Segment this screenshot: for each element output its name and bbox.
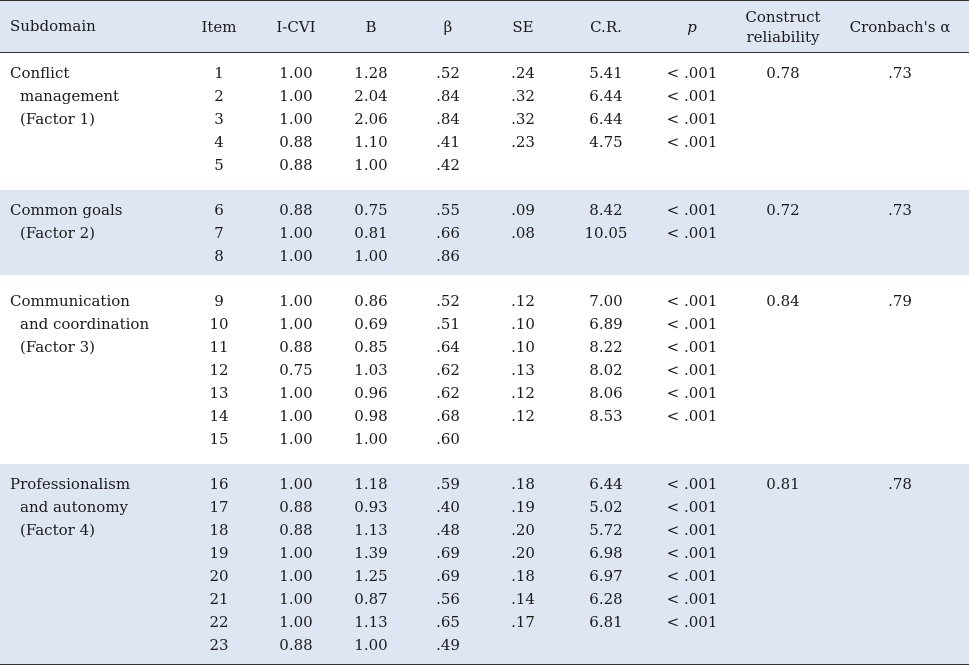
subdomain-line: (Factor 4) [20,521,95,539]
table-row [0,190,969,275]
col-item-cell [175,53,263,185]
p-value: < .001 [666,590,718,608]
p-value [649,154,735,177]
p-value: < .001 [666,407,718,425]
se-value: .23 [511,133,535,151]
icvi-value: 1.00 [279,613,313,631]
item-value: 4 [214,133,224,151]
item-value: 19 [209,544,229,562]
col-beta-cell [413,190,483,275]
header-construct-line2: reliability [746,27,820,46]
cr-value [563,428,649,451]
item-value: 21 [209,590,229,608]
item-value: 13 [209,384,229,402]
beta-value: .55 [436,201,460,219]
col-b-cell [329,190,413,275]
icvi-value: 1.00 [279,64,313,82]
col-b-cell [329,464,413,665]
header-cronbach-alpha: Cronbach's α [831,1,969,53]
icvi-value: 1.00 [279,407,313,425]
cronbach-alpha-cell [831,190,969,275]
subdomain-line: Conflict [10,64,70,82]
icvi-value: 1.00 [279,110,313,128]
icvi-value: 1.00 [279,315,313,333]
beta-value: .64 [436,338,460,356]
icvi-value: 0.75 [279,361,313,379]
se-value: .13 [511,361,535,379]
b-value: 1.28 [354,64,388,82]
beta-value: .66 [436,224,460,242]
subdomain-line: (Factor 3) [20,338,95,356]
cr-value: 8.42 [589,201,623,219]
col-p-cell [649,53,735,185]
cr-value [563,154,649,177]
beta-value: .84 [436,110,460,128]
b-value: 1.18 [354,475,388,493]
b-value: 1.03 [354,361,388,379]
cronbach-alpha-cell [831,281,969,458]
col-p-cell [649,281,735,458]
subdomain-line: (Factor 2) [20,224,95,242]
se-value: .20 [511,544,535,562]
b-value: 0.75 [354,201,388,219]
col-b-cell [329,281,413,458]
cr-value: 6.44 [589,87,623,105]
col-beta-cell [413,281,483,458]
p-value: < .001 [666,224,718,242]
b-value: 1.00 [354,247,388,265]
icvi-value: 0.88 [279,201,313,219]
b-value: 2.06 [354,110,388,128]
col-cr-cell [563,53,649,185]
item-value: 16 [209,475,229,493]
cr-value: 10.05 [584,224,628,242]
item-value: 1 [214,64,224,82]
se-value: .32 [511,110,535,128]
se-value: .14 [511,590,535,608]
se-value [483,428,563,451]
beta-value: .69 [436,544,460,562]
subdomain-line: (Factor 1) [20,110,95,128]
subdomain-cell [0,464,175,665]
item-value: 7 [214,224,224,242]
cr-value: 5.02 [589,498,623,516]
p-value: < .001 [666,110,718,128]
cronbach-alpha-value: .73 [888,64,912,82]
header-p: p [649,1,735,53]
cronbach-alpha-value: .79 [888,292,912,310]
b-value: 1.39 [354,544,388,562]
beta-value: .65 [436,613,460,631]
subdomain-line: Common goals [10,201,123,219]
col-icvi-cell [263,190,329,275]
p-value: < .001 [666,201,718,219]
col-beta-cell [413,53,483,185]
se-value: .12 [511,407,535,425]
subdomain-line: and coordination [20,315,150,333]
col-icvi-cell [263,464,329,665]
header-b: B [329,1,413,53]
icvi-value: 0.88 [279,521,313,539]
item-value: 15 [209,430,229,448]
construct-reliability-value: 0.84 [766,292,800,310]
p-value [649,428,735,451]
p-value: < .001 [666,521,718,539]
icvi-value: 1.00 [279,567,313,585]
beta-value: .60 [436,430,460,448]
cr-value: 6.97 [589,567,623,585]
beta-value: .52 [436,292,460,310]
icvi-value: 0.88 [279,156,313,174]
beta-value: .59 [436,475,460,493]
subdomain-cell [0,190,175,275]
p-value: < .001 [666,361,718,379]
p-value [649,245,735,268]
cr-value: 6.28 [589,590,623,608]
item-value: 9 [214,292,224,310]
se-value [483,154,563,177]
se-value [483,245,563,268]
col-se-cell [483,53,563,185]
construct-reliability-cell [735,53,831,185]
col-item-cell [175,281,263,458]
col-se-cell [483,190,563,275]
p-value: < .001 [666,338,718,356]
b-value: 1.25 [354,567,388,585]
subdomain-line: Professionalism [10,475,131,493]
icvi-value: 0.88 [279,338,313,356]
p-value: < .001 [666,133,718,151]
beta-value: .68 [436,407,460,425]
se-value: .20 [511,521,535,539]
cr-value: 8.02 [589,361,623,379]
cr-value [563,245,649,268]
b-value: 0.69 [354,315,388,333]
beta-value: .86 [436,247,460,265]
b-value: 2.04 [354,87,388,105]
b-value: 1.00 [354,156,388,174]
p-value: < .001 [666,384,718,402]
col-icvi-cell [263,53,329,185]
se-value: .10 [511,315,535,333]
beta-value: .49 [436,636,460,654]
col-beta-cell [413,464,483,665]
icvi-value: 1.00 [279,224,313,242]
cronbach-alpha-value: .78 [888,475,912,493]
beta-value: .48 [436,521,460,539]
icvi-value: 1.00 [279,384,313,402]
col-se-cell [483,464,563,665]
construct-reliability-cell [735,190,831,275]
cr-value [563,634,649,657]
b-value: 1.13 [354,521,388,539]
item-value: 10 [209,315,229,333]
header-icvi: I-CVI [263,1,329,53]
icvi-value: 1.00 [279,544,313,562]
header-row [0,1,969,53]
header-construct-reliability [735,1,831,53]
subdomain-line: Communication [10,292,130,310]
item-value: 11 [209,338,229,356]
beta-value: .56 [436,590,460,608]
item-value: 17 [209,498,229,516]
beta-value: .42 [436,156,460,174]
cr-value: 6.81 [589,613,623,631]
b-value: 0.86 [354,292,388,310]
header-construct-line1: Construct [745,7,821,26]
icvi-value: 1.00 [279,475,313,493]
item-value: 6 [214,201,224,219]
subdomain-line: management [20,87,120,105]
cr-value: 8.53 [589,407,623,425]
item-value: 14 [209,407,229,425]
cr-value: 6.98 [589,544,623,562]
cronbach-alpha-value: .73 [888,201,912,219]
table-row [0,464,969,665]
b-value: 0.98 [354,407,388,425]
header-se: SE [483,1,563,53]
cr-value: 8.22 [589,338,623,356]
item-value: 12 [209,361,229,379]
p-value: < .001 [666,613,718,631]
icvi-value: 0.88 [279,133,313,151]
b-value: 0.81 [354,224,388,242]
cr-value: 8.06 [589,384,623,402]
item-value: 23 [209,636,229,654]
p-value [649,634,735,657]
se-value: .08 [511,224,535,242]
cr-value: 5.41 [589,64,623,82]
header-item: Item [175,1,263,53]
col-p-cell [649,190,735,275]
b-value: 1.13 [354,613,388,631]
cronbach-alpha-cell [831,464,969,665]
p-value: < .001 [666,567,718,585]
factor-group [0,464,969,665]
icvi-value: 1.00 [279,292,313,310]
factor-group [0,190,969,275]
subdomain-cell [0,53,175,185]
se-value: .32 [511,87,535,105]
item-value: 5 [214,156,224,174]
factor-group [0,53,969,185]
p-value: < .001 [666,498,718,516]
se-value: .18 [511,475,535,493]
item-value: 2 [214,87,224,105]
se-value: .19 [511,498,535,516]
se-value: .12 [511,384,535,402]
se-value: .18 [511,567,535,585]
beta-value: .62 [436,361,460,379]
item-value: 8 [214,247,224,265]
b-value: 0.87 [354,590,388,608]
se-value: .24 [511,64,535,82]
construct-reliability-value: 0.72 [766,201,800,219]
se-value: .17 [511,613,535,631]
icvi-value: 1.00 [279,247,313,265]
table-row [0,53,969,185]
cr-value: 6.44 [589,475,623,493]
col-b-cell [329,53,413,185]
col-se-cell [483,281,563,458]
col-item-cell [175,190,263,275]
icvi-value: 1.00 [279,87,313,105]
se-value: .12 [511,292,535,310]
cr-value: 6.89 [589,315,623,333]
beta-value: .40 [436,498,460,516]
cr-value: 5.72 [589,521,623,539]
beta-value: .51 [436,315,460,333]
col-item-cell [175,464,263,665]
icvi-value: 0.88 [279,636,313,654]
col-p-cell [649,464,735,665]
p-value: < .001 [666,87,718,105]
icvi-value: 1.00 [279,430,313,448]
cronbach-alpha-cell [831,53,969,185]
icvi-value: 1.00 [279,590,313,608]
col-cr-cell [563,281,649,458]
construct-reliability-value: 0.81 [766,475,800,493]
item-value: 3 [214,110,224,128]
se-value: .09 [511,201,535,219]
col-cr-cell [563,464,649,665]
beta-value: .84 [436,87,460,105]
cr-value: 7.00 [589,292,623,310]
p-value: < .001 [666,475,718,493]
beta-value: .62 [436,384,460,402]
b-value: 1.00 [354,636,388,654]
cr-value: 6.44 [589,110,623,128]
p-value: < .001 [666,544,718,562]
item-value: 20 [209,567,229,585]
item-value: 22 [209,613,229,631]
construct-reliability-value: 0.78 [766,64,800,82]
b-value: 1.10 [354,133,388,151]
construct-reliability-cell [735,464,831,665]
cr-value: 4.75 [589,133,623,151]
p-value: < .001 [666,64,718,82]
beta-value: .69 [436,567,460,585]
header-subdomain: Subdomain [0,1,175,53]
subdomain-line: and autonomy [20,498,129,516]
b-value: 1.00 [354,430,388,448]
construct-reliability-cell [735,281,831,458]
col-icvi-cell [263,281,329,458]
factor-group [0,281,969,458]
subdomain-cell [0,281,175,458]
p-value: < .001 [666,292,718,310]
beta-value: .52 [436,64,460,82]
item-value: 18 [209,521,229,539]
b-value: 0.85 [354,338,388,356]
se-value: .10 [511,338,535,356]
icvi-value: 0.88 [279,498,313,516]
header-cr: C.R. [563,1,649,53]
se-value [483,634,563,657]
b-value: 0.96 [354,384,388,402]
table-row [0,281,969,458]
col-cr-cell [563,190,649,275]
header-beta: β [413,1,483,53]
b-value: 0.93 [354,498,388,516]
p-value: < .001 [666,315,718,333]
beta-value: .41 [436,133,460,151]
